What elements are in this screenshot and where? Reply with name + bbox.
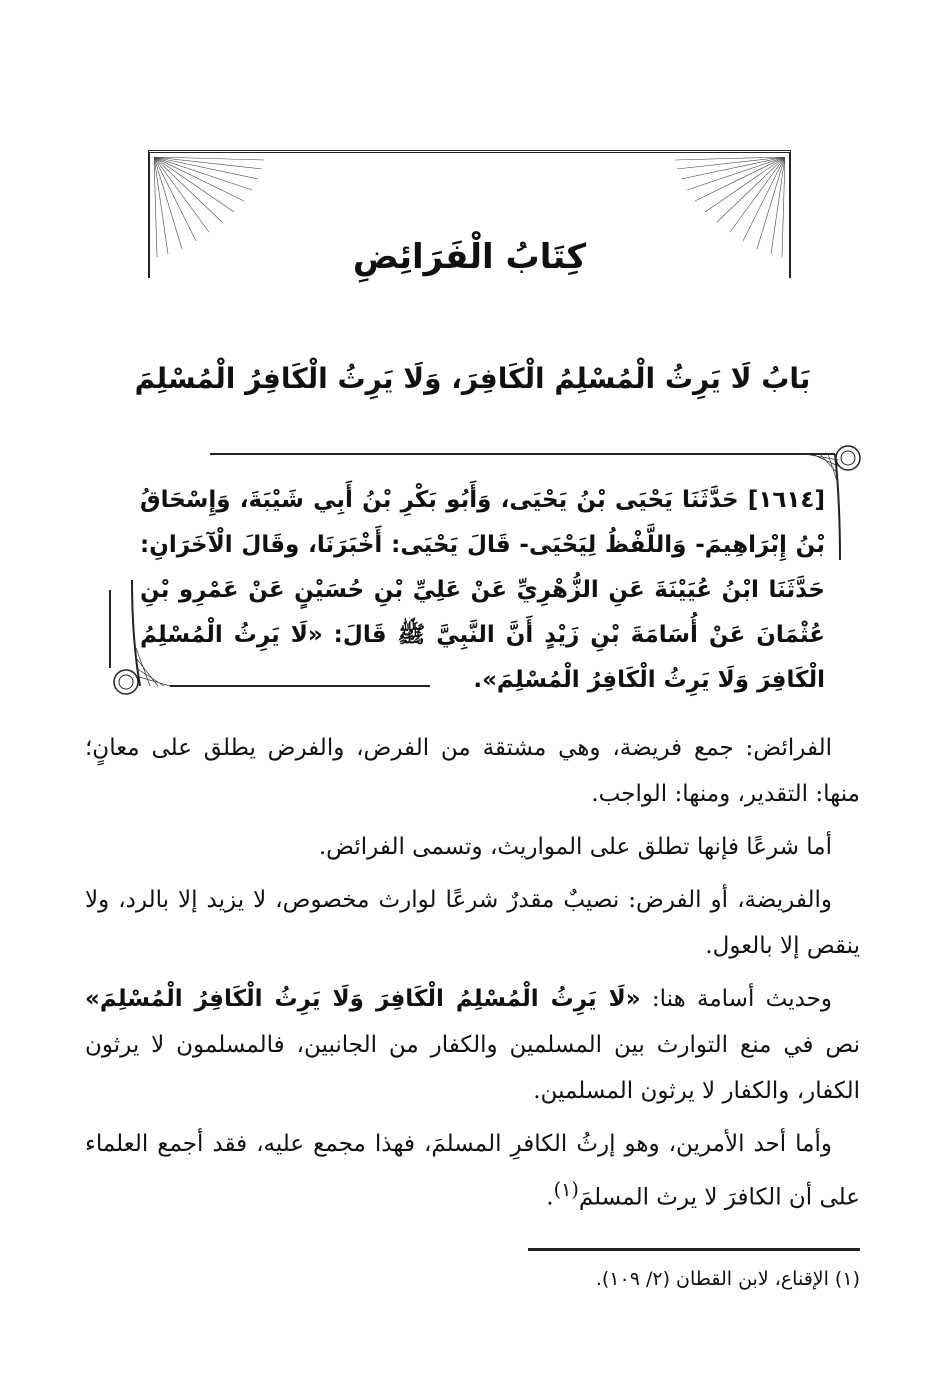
hadith-frame (100, 440, 875, 696)
footnote: (١) الإقناع، لابن القطان (٢/ ١٠٩). (595, 1268, 860, 1290)
hadith-quote: «لَا يَرِثُ الْمُسْلِمُ الْكَافِرَ وَلَا يَرِثُ الْكَافِرُ الْمُسْلِمَ» (85, 986, 641, 1012)
title-frame (148, 150, 791, 278)
commentary-paragraph: والفريضة، أو الفرض: نصيبٌ مقدرٌ شرعًا لوارث مخصوص، لا يزيد إلا بالرد، ولا ينقص إلا بالعول. (85, 887, 860, 959)
footnote-reference[interactable]: (١) (553, 1178, 579, 1201)
hadith-number: [١٦١٤] (747, 487, 825, 513)
commentary-paragraph: الفرائض: جمع فريضة، وهي مشتقة من الفرض، والفرض يطلق على معانٍ؛ منها: التقدير، ومنها: الواجب. (85, 735, 860, 807)
commentary-paragraph: وأما أحد الأمرين، وهو إرثُ الكافرِ المسلمَ، فهذا مجمع عليه، فقد أجمع العلماء على أن الكافرَ لا يرث المسلمَ$^{(١)}$. (85, 1131, 860, 1211)
book-title: كِتَابُ الْفَرَائِضِ (352, 237, 587, 277)
hadith-text (140, 478, 825, 703)
footnote-separator (528, 1248, 860, 1251)
commentary-paragraph: وحديث أسامة هنا: «لَا يَرِثُ الْمُسْلِمُ الْكَافِرَ وَلَا يَرِثُ الْكَافِرُ الْمُسْلِمَ» نص في منع التوارث بين المسلمين والكفار من الجانبين، فالمسلمون لا يرثون الكفار، والكفار لا يرثون المسلمين. (85, 986, 860, 1104)
commentary-paragraph: أما شرعًا فإنها تطلق على المواريث، وتسمى الفرائض. (318, 834, 832, 860)
chapter-title: بَابُ لَا يَرِثُ الْمُسْلِمُ الْكَافِرَ، وَلَا يَرِثُ الْكَافِرُ الْمُسْلِمَ (134, 362, 811, 395)
commentary (85, 725, 860, 1228)
hadith-body: حَدَّثَنَا يَحْيَى بْنُ يَحْيَى، وَأَبُو بَكْرِ بْنُ أَبِي شَيْبَةَ، وَإِسْحَاقُ بْنُ إِبْرَاهِيمَ- وَاللَّفْظُ لِيَحْيَى- قَالَ يَحْيَى: أَخْبَرَنَا، وقَالَ الْآخَرَانِ: حَدَّثَنَا ابْنُ عُيَيْنَةَ عَنِ الزُّهْرِيِّ عَنْ عَلِيِّ بْنِ حُسَيْنٍ عَنْ عَمْرِو بْنِ عُثْمَانَ عَنْ أُسَامَةَ بْنِ زَيْدٍ أَنَّ النَّبِيَّ ﷺ قَالَ: «لَا يَرِثُ الْمُسْلِمُ الْكَافِرَ وَلَا يَرِثُ الْكَافِرُ الْمُسْلِمَ». (140, 487, 825, 693)
